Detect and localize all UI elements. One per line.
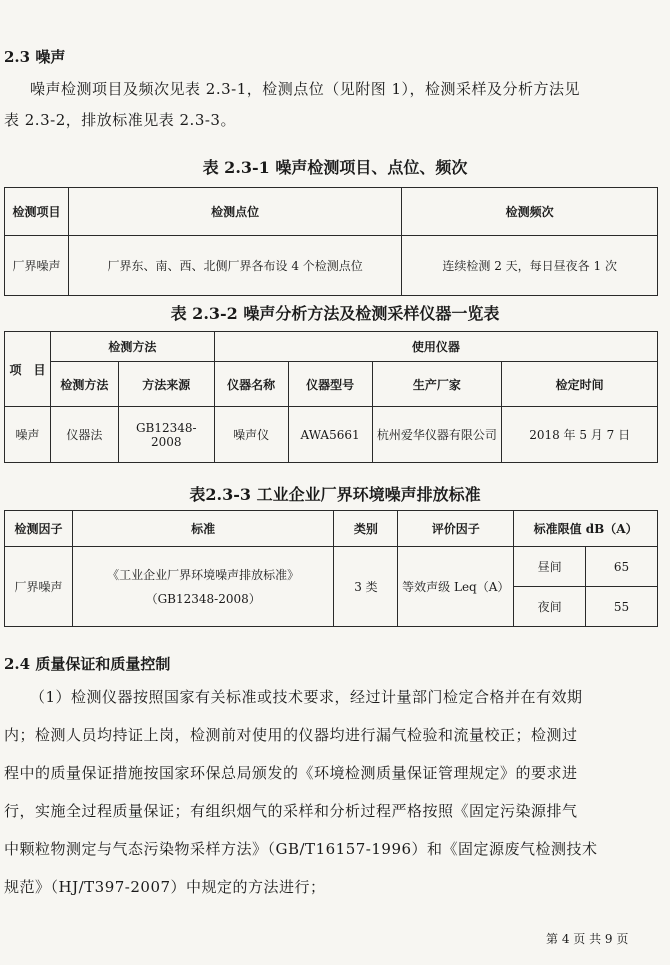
table-cell: 3 类 (334, 547, 398, 627)
table-header-cell: 仪器名称 (214, 362, 288, 407)
table-header-cell: 项 目 (5, 332, 51, 407)
table-cell-standard (72, 547, 334, 627)
paragraph-line: 程中的质量保证措施按国家环保总局颁发的《环境检测质量保证管理规定》的要求进 (4, 764, 578, 782)
table-caption: 表 2.3-1 噪声检测项目、点位、频次 (202, 158, 468, 177)
table-cell: 夜间 (514, 587, 586, 627)
table-cell: 65 (586, 547, 658, 587)
table-cell: 噪声 (5, 407, 51, 463)
table-caption: 表2.3-3 工业企业厂界环境噪声排放标准 (189, 485, 481, 504)
table-header-cell: 检测项目 (5, 188, 69, 236)
paragraph-line: 表 2.3-2，排放标准见表 2.3-3。 (4, 111, 236, 129)
table-header-cell: 标准限值 dB（A） (514, 511, 658, 547)
table-cell: 等效声级 Leq（A） (398, 547, 514, 627)
table-monitoring-items (4, 187, 658, 296)
paragraph-line: 中颗粒物测定与气态污染物采样方法》（GB/T16157-1996）和《固定源废气检测技术 (4, 840, 598, 858)
table-header-cell: 检测点位 (68, 188, 401, 236)
standard-code: （GB12348-2008） (145, 591, 261, 606)
standard-name: 《工业企业厂界环境噪声排放标准》 (107, 567, 300, 582)
table-header-cell: 检测方法 (50, 362, 118, 407)
table-cell: 昼间 (514, 547, 586, 587)
table-cell: 2018 年 5 月 7 日 (502, 407, 658, 463)
table-emission-standard (4, 510, 658, 627)
table-header-cell: 类别 (334, 511, 398, 547)
paragraph-line: 规范》（HJ/T397-2007）中规定的方法进行； (4, 878, 326, 896)
table-header-cell: 评价因子 (398, 511, 514, 547)
table-header-cell: 仪器型号 (288, 362, 372, 407)
table-cell: 55 (586, 587, 658, 627)
paragraph-line: 内；检测人员均持证上岗，检测前对使用的仪器均进行漏气检验和流量校正；检测过 (4, 726, 578, 744)
table-caption: 表 2.3-2 噪声分析方法及检测采样仪器一览表 (170, 304, 500, 323)
page-number: 第 4 页 共 9 页 (546, 932, 629, 946)
table-cell: 厂界东、南、西、北侧厂界各布设 4 个检测点位 (68, 236, 401, 296)
table-header-cell: 使用仪器 (214, 332, 657, 362)
table-cell: 厂界噪声 (5, 547, 73, 627)
table-cell: 仪器法 (50, 407, 118, 463)
table-header-cell: 检定时间 (502, 362, 658, 407)
section-heading-noise: 2.3 噪声 (4, 48, 66, 66)
table-header-cell: 检测频次 (402, 188, 658, 236)
paragraph-line: 噪声检测项目及频次见表 2.3-1，检测点位（见附图 1），检测采样及分析方法见 (30, 80, 581, 98)
table-header-cell: 生产厂家 (372, 362, 502, 407)
table-cell: AWA5661 (288, 407, 372, 463)
table-methods-instruments (4, 331, 658, 463)
table-header-cell: 检测因子 (5, 511, 73, 547)
table-cell: 连续检测 2 天，每日昼夜各 1 次 (402, 236, 658, 296)
section-heading-quality: 2.4 质量保证和质量控制 (4, 655, 171, 673)
paragraph-line: 行，实施全过程质量保证；有组织烟气的采样和分析过程严格按照《固定污染源排气 (4, 802, 578, 820)
table-cell: 杭州爱华仪器有限公司 (372, 407, 502, 463)
table-header-cell: 检测方法 (50, 332, 214, 362)
table-header-cell: 方法来源 (118, 362, 214, 407)
paragraph-line: （1）检测仪器按照国家有关标准或技术要求，经过计量部门检定合格并在有效期 (30, 688, 583, 706)
table-cell: GB12348-2008 (118, 407, 214, 463)
table-cell: 厂界噪声 (5, 236, 69, 296)
table-cell: 噪声仪 (214, 407, 288, 463)
table-header-cell: 标准 (72, 511, 334, 547)
